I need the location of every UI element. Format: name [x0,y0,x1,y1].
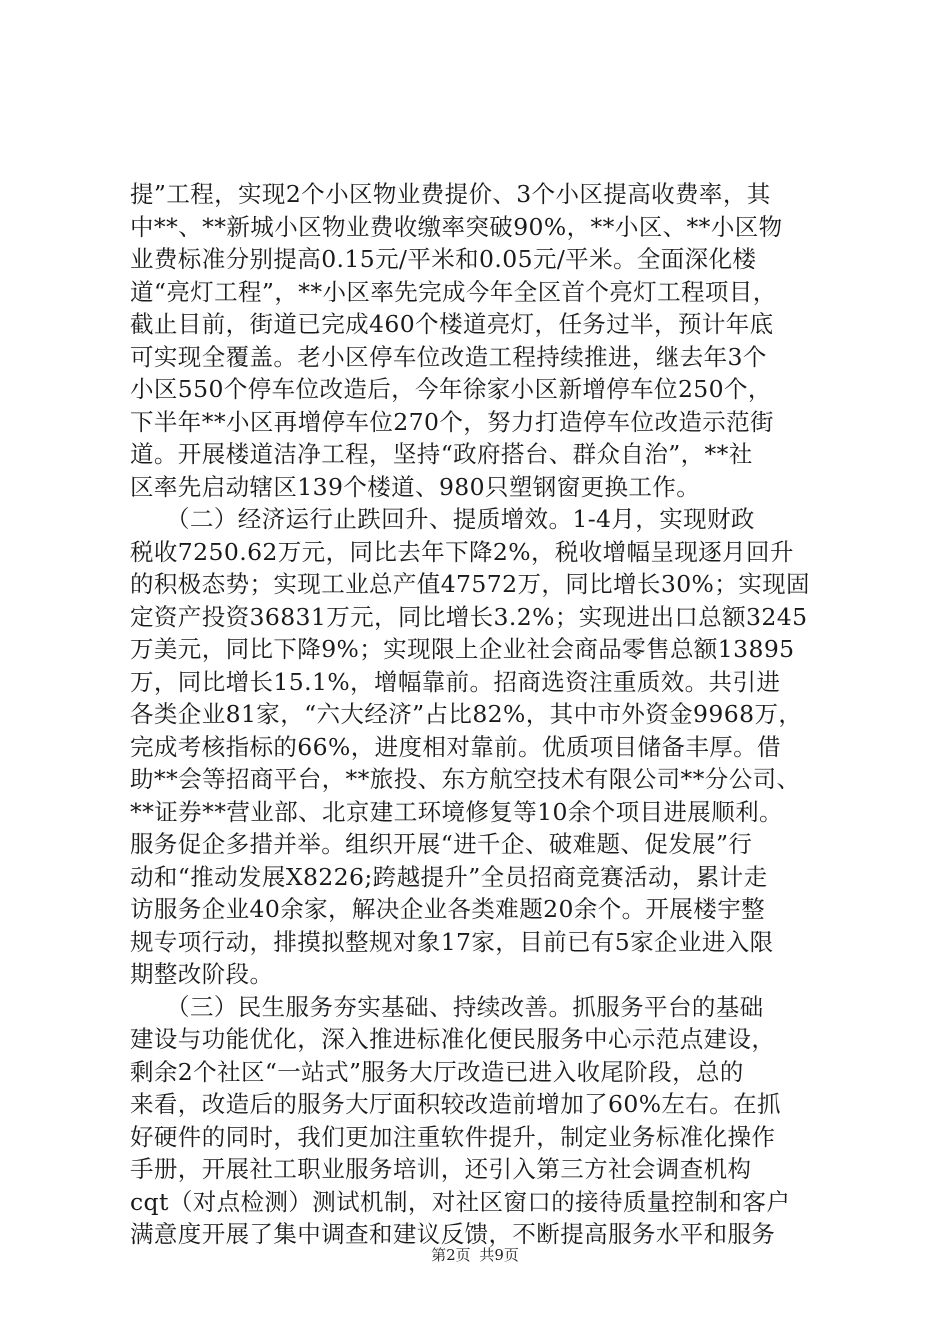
text-line: 满意度开展了集中调查和建议反馈，不断提高服务水平和服务 [130,1220,776,1248]
text-line: 来看，改造后的服务大厅面积较改造前增加了60%左右。在抓 [130,1090,781,1118]
text-line: 手册，开展社工职业服务培训，还引入第三方社会调查机构 [130,1155,752,1183]
text-line: 访服务企业40余家，解决企业各类难题20余个。开展楼宇整 [130,895,766,923]
text-line: 可实现全覆盖。老小区停车位改造工程持续推进，继去年3个 [130,342,767,371]
page-number: 第2页 [431,1246,471,1264]
text-line: **证券**营业部、北京建工环境修复等10余个项目进展顺利。 [130,797,783,826]
text-line: 剩余2个社区“一站式”服务大厅改造已进入收尾阶段，总的 [130,1057,744,1086]
text-line: 各类企业81家，“六大经济”占比82%，其中市外资金9968万， [130,700,803,728]
text-line: （二）经济运行止跌回升、提质增效。1-4月，实现财政 [130,505,755,533]
text-line: 小区550个停车位改造后，今年徐家小区新增停车位250个， [130,375,772,403]
text-line: 助**会等招商平台，**旅投、东方航空技术有限公司**分公司、 [130,765,801,793]
text-line: 动和“推动发展X8226;跨越提升”全员招商竞赛活动，累计走 [130,862,768,891]
text-line: 业费标准分别提高0.15元/平米和0.05元/平米。全面深化楼 [130,245,757,273]
text-line: 期整改阶段。 [130,960,274,988]
text-line: 定资产投资36831万元，同比增长3.2%；实现进出口总额3245 [130,602,808,631]
document-body [130,178,830,1251]
text-line: 服务促企多措并举。组织开展“进千企、破难题、促发展”行 [130,830,753,858]
text-line: 税收7250.62万元，同比去年下降2%，税收增幅呈现逐月回升 [130,537,794,566]
text-line: 区率先启动辖区139个楼道、980只塑钢窗更换工作。 [130,472,701,501]
text-line: 万美元，同比下降9%；实现限上企业社会商品零售总额13895 [130,635,795,663]
text-line: 道“亮灯工程”，**小区率先完成今年全区首个亮灯工程项目， [130,277,777,306]
text-line: 的积极态势；实现工业总产值47572万，同比增长30%；实现固 [130,570,810,598]
text-line: 万，同比增长15.1%，增幅靠前。招商选资注重质效。共引进 [130,667,781,696]
text-line: 规专项行动，排摸拟整规对象17家，目前已有5家企业进入限 [130,927,774,956]
text-line: 完成考核指标的66%，进度相对靠前。优质项目储备丰厚。借 [130,732,781,761]
text-line: 提”工程，实现2个小区物业费提价、3个小区提高收费率，其 [130,180,771,208]
text-line: 好硬件的同时，我们更加注重软件提升，制定业务标准化操作 [130,1122,776,1151]
text-line: （三）民生服务夯实基础、持续改善。抓服务平台的基础 [130,992,764,1021]
page-footer [0,1245,950,1265]
page-total: 共9页 [479,1246,519,1264]
text-line: 道。开展楼道洁净工程，坚持“政府搭台、群众自治”，**社 [130,440,753,468]
text-line: 下半年**小区再增停车位270个，努力打造停车位改造示范街 [130,407,774,436]
text-line: 截止目前，街道已完成460个楼道亮灯，任务过半，预计年底 [130,310,774,338]
text-line: 建设与功能优化，深入推进标准化便民服务中心示范点建设， [130,1025,776,1053]
text-line: cqt（对点检测）测试机制，对社区窗口的接待质量控制和客户 [130,1187,791,1216]
text-line: 中**、**新城小区物业费收缴率突破90%，**小区、**小区物 [130,212,783,241]
